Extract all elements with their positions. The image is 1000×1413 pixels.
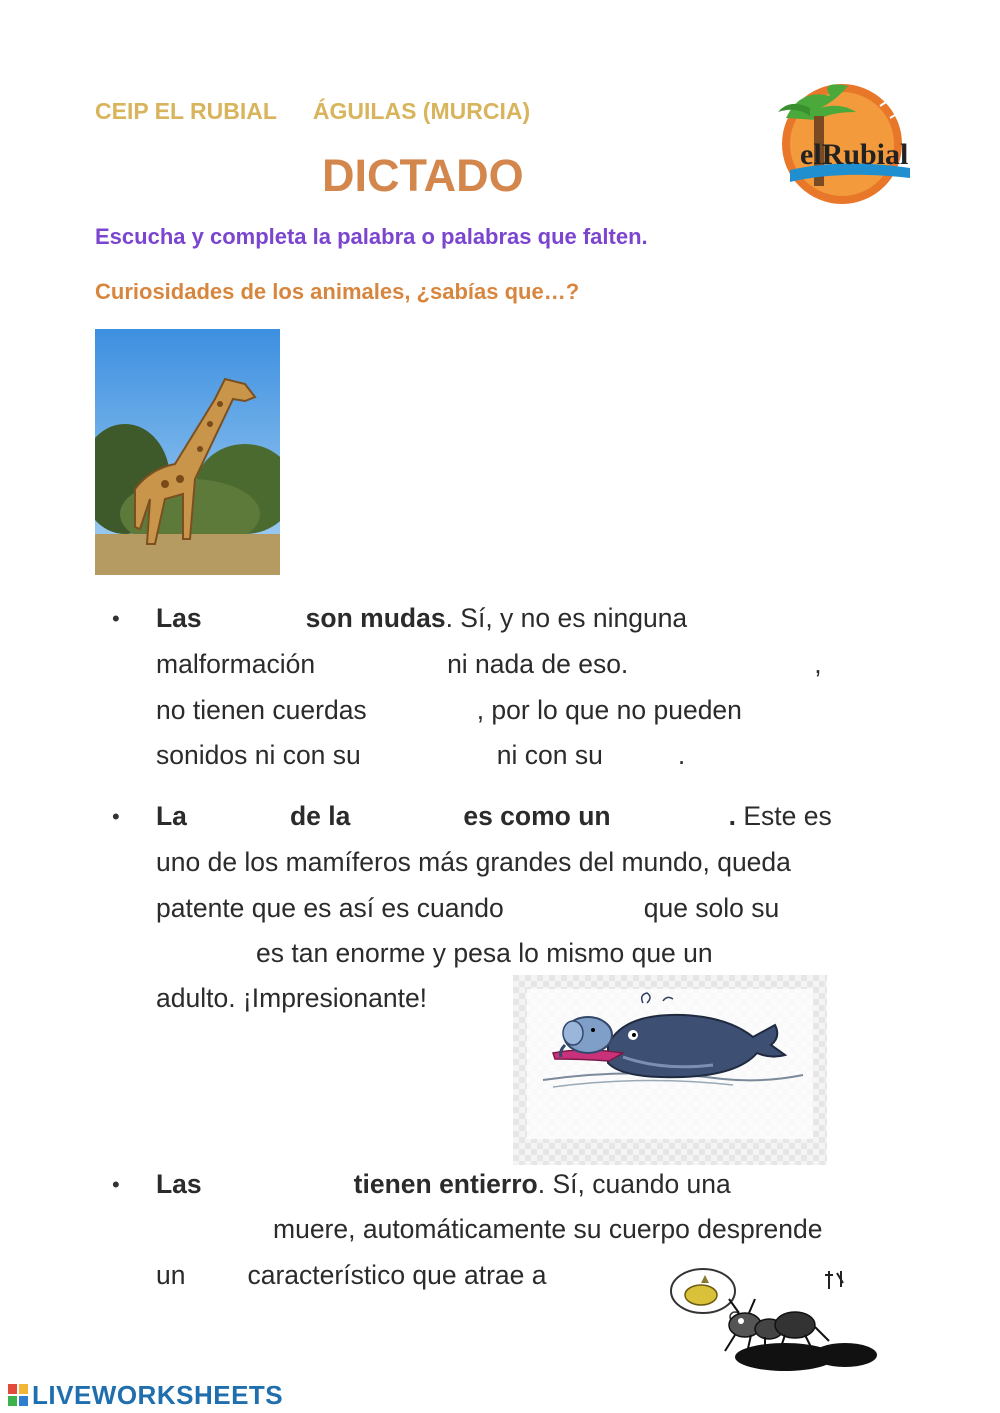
item1-line4: sonidos ni con su ni con su . — [156, 740, 686, 770]
bullet-1: • — [112, 606, 120, 631]
school-logo — [770, 78, 918, 206]
page-title: DICTADO — [322, 150, 524, 201]
bullet-2: • — [112, 804, 120, 829]
brand-name: LIVEWORKSHEETS — [32, 1380, 284, 1410]
liveworksheets-logo-icon — [8, 1384, 28, 1406]
item3-line3: un característico que atrae a — [156, 1260, 547, 1290]
item2-line1: La de la es como un . Este es — [156, 801, 832, 831]
item1-line3: no tienen cuerdas , por lo que no pueden — [156, 695, 742, 725]
item2-line5: adulto. ¡Impresionante! — [156, 983, 428, 1013]
instructions: Escucha y completa la palabra o palabras que falten. — [95, 224, 648, 249]
item3-line1: Las tienen entierro. Sí, cuando una — [156, 1169, 731, 1199]
item2-line3: patente que es así es cuando que solo su — [156, 893, 780, 923]
giraffe-image — [95, 329, 280, 575]
ants-image — [665, 1265, 880, 1377]
item1-line2: malformación ni nada de eso. , — [156, 649, 822, 679]
subtitle: Curiosidades de los animales, ¿sabías que…? — [95, 279, 580, 304]
school-header — [95, 98, 530, 125]
school-name: CEIP EL RUBIAL — [95, 98, 277, 124]
item2-line4: es tan enorme y pesa lo mismo que un — [256, 938, 713, 968]
whale-elephant-image — [513, 975, 827, 1165]
item3-line2: muere, automáticamente su cuerpo desprende — [273, 1214, 823, 1244]
bullet-3: • — [112, 1172, 120, 1197]
item2-line2: uno de los mamíferos más grandes del mundo, queda — [156, 847, 791, 877]
school-location: ÁGUILAS (MURCIA) — [312, 98, 531, 124]
item1-line1: Las son mudas. Sí, y no es ninguna — [156, 603, 688, 633]
svg-text:elRubial: elRubial — [800, 138, 909, 171]
